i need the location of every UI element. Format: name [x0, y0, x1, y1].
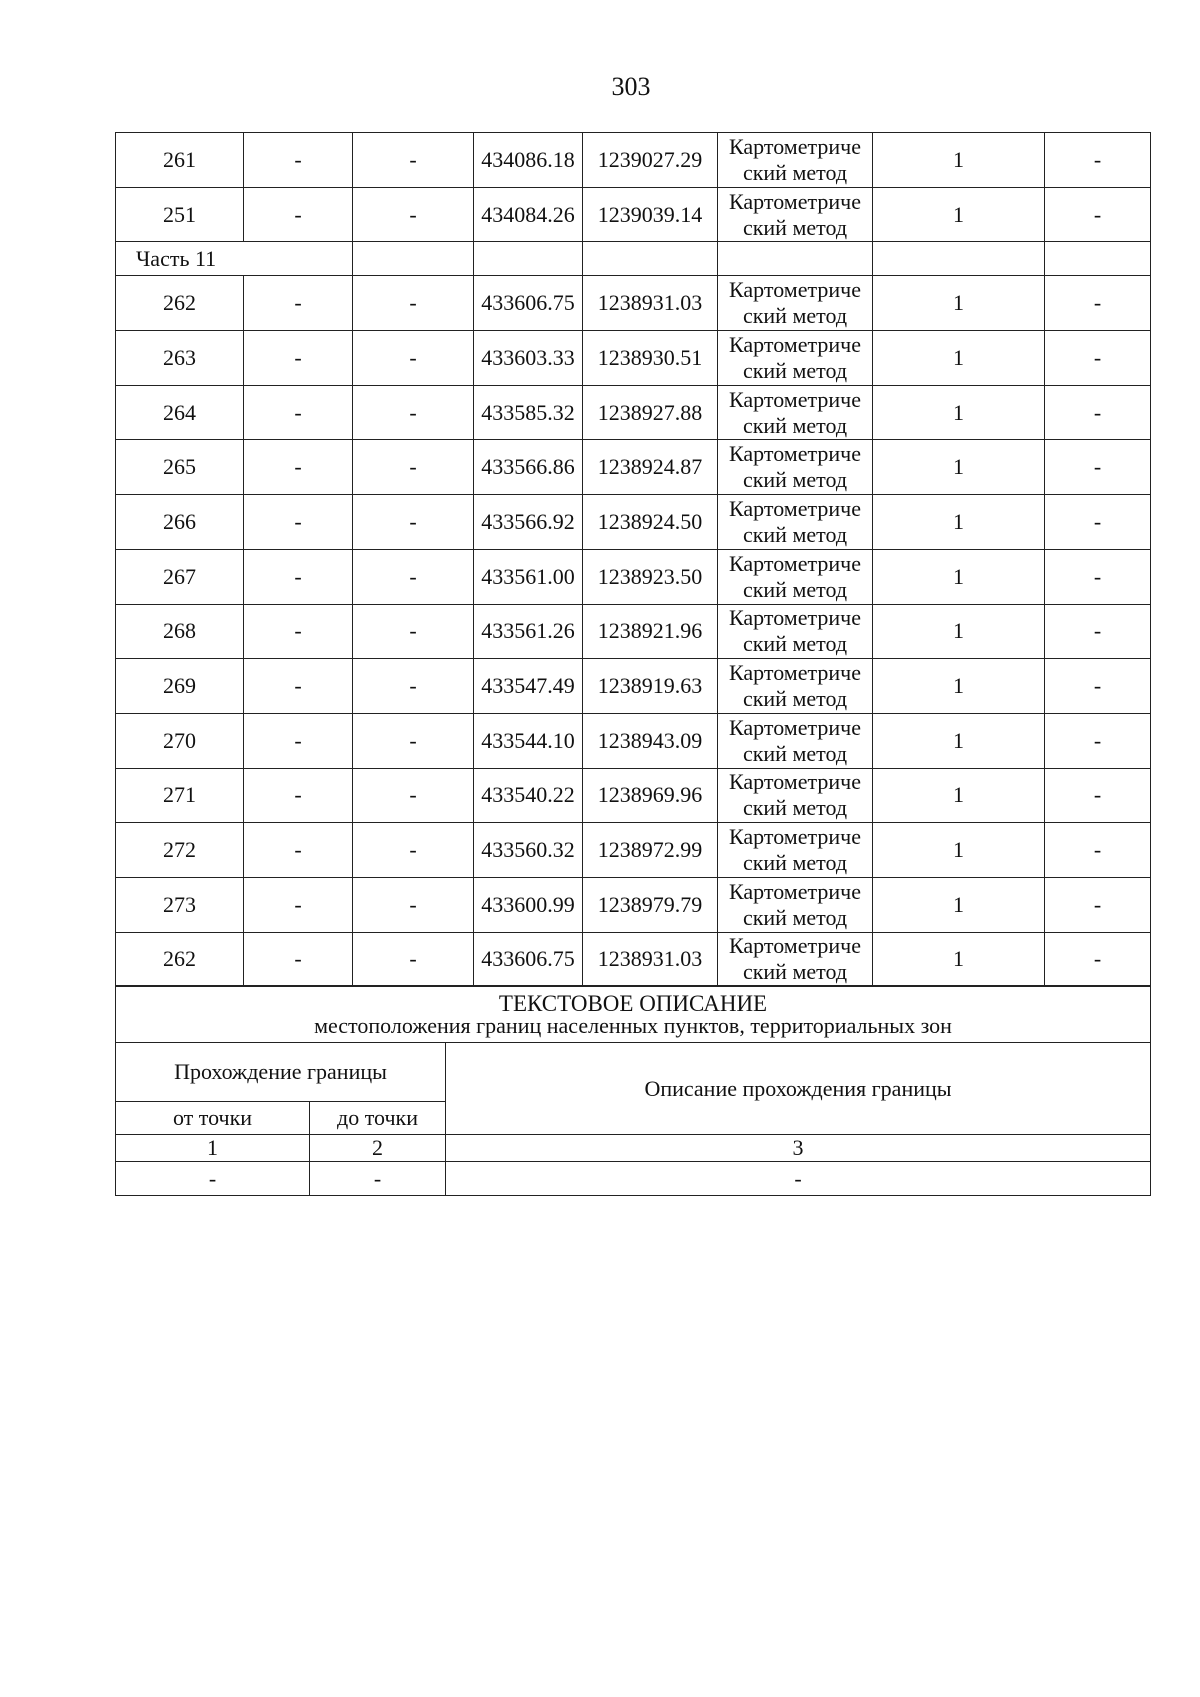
table-row [116, 133, 1151, 188]
table-row [116, 495, 1151, 550]
method-line-1: Картометриче [729, 133, 861, 159]
y-coordinate-cell: 1238927.88 [583, 385, 718, 440]
empty-value-cell: - [353, 768, 474, 823]
empty-value-cell: - [353, 659, 474, 714]
empty-value-cell: - [353, 932, 474, 987]
table-row [116, 604, 1151, 659]
note-cell: - [1045, 187, 1151, 242]
part-row [116, 242, 1151, 276]
point-number-cell: 264 [116, 385, 244, 440]
empty-value-cell: - [353, 549, 474, 604]
method-cell [718, 549, 873, 604]
method-line-2: ский метод [742, 959, 848, 985]
method-line-2: ский метод [742, 521, 848, 547]
method-line-1: Картометриче [729, 660, 861, 686]
method-line-1: Картометриче [729, 188, 861, 214]
note-cell: - [1045, 549, 1151, 604]
method-line-1: Картометриче [729, 714, 861, 740]
y-coordinate-cell: 1238923.50 [583, 549, 718, 604]
method-cell [718, 877, 873, 932]
point-number-cell: 261 [116, 133, 244, 188]
note-cell: - [1045, 768, 1151, 823]
method-line-1: Картометриче [729, 769, 861, 795]
accuracy-cell: 1 [873, 276, 1045, 331]
empty-value-cell: - [353, 331, 474, 386]
empty-cell [583, 242, 718, 276]
empty-value-cell: - [244, 440, 353, 495]
accuracy-cell: 1 [873, 768, 1045, 823]
empty-value-cell: - [353, 823, 474, 878]
point-number-cell: 269 [116, 659, 244, 714]
empty-cell [873, 242, 1045, 276]
empty-value-cell: - [353, 385, 474, 440]
empty-value-cell: - [244, 604, 353, 659]
note-cell: - [1045, 823, 1151, 878]
column-number-1: 1 [116, 1135, 310, 1162]
method-line-1: Картометриче [729, 605, 861, 631]
table-row [116, 276, 1151, 331]
accuracy-cell: 1 [873, 331, 1045, 386]
boundary-description-table [115, 985, 1151, 1196]
table-row [116, 385, 1151, 440]
method-line-1: Картометриче [729, 441, 861, 467]
point-number-cell: 265 [116, 440, 244, 495]
accuracy-cell: 1 [873, 877, 1045, 932]
empty-value-cell: - [244, 713, 353, 768]
accuracy-cell: 1 [873, 713, 1045, 768]
empty-value-cell: - [244, 549, 353, 604]
accuracy-cell: 1 [873, 604, 1045, 659]
description-subtitle: местоположения границ населенных пунктов, территориальных зон [314, 1012, 952, 1038]
point-number-cell: 268 [116, 604, 244, 659]
y-coordinate-cell: 1239027.29 [583, 133, 718, 188]
y-coordinate-cell: 1238931.03 [583, 932, 718, 987]
description-header [116, 986, 1151, 1043]
accuracy-cell: 1 [873, 823, 1045, 878]
note-cell: - [1045, 133, 1151, 188]
method-line-2: ский метод [742, 795, 848, 821]
empty-cell [1045, 242, 1151, 276]
table-row [116, 331, 1151, 386]
point-number-cell: 263 [116, 331, 244, 386]
empty-value-cell: - [244, 187, 353, 242]
x-coordinate-cell: 433566.92 [474, 495, 583, 550]
method-line-2: ский метод [742, 631, 848, 657]
method-cell [718, 495, 873, 550]
accuracy-cell: 1 [873, 187, 1045, 242]
method-cell [718, 331, 873, 386]
note-cell: - [1045, 659, 1151, 714]
note-cell: - [1045, 440, 1151, 495]
x-coordinate-cell: 433600.99 [474, 877, 583, 932]
method-line-2: ский метод [742, 214, 848, 240]
y-coordinate-cell: 1238969.96 [583, 768, 718, 823]
empty-value-cell: - [353, 276, 474, 331]
method-cell [718, 133, 873, 188]
method-cell [718, 385, 873, 440]
x-coordinate-cell: 433585.32 [474, 385, 583, 440]
from-point-header: от точки [116, 1102, 310, 1135]
empty-value-cell: - [244, 659, 353, 714]
accuracy-cell: 1 [873, 932, 1045, 987]
method-line-2: ский метод [742, 850, 848, 876]
y-coordinate-cell: 1238924.50 [583, 495, 718, 550]
method-line-1: Картометриче [729, 878, 861, 904]
y-coordinate-cell: 1238924.87 [583, 440, 718, 495]
method-line-2: ский метод [742, 303, 848, 329]
method-line-1: Картометриче [729, 386, 861, 412]
note-cell: - [1045, 385, 1151, 440]
point-number-cell: 266 [116, 495, 244, 550]
note-cell: - [1045, 495, 1151, 550]
method-cell [718, 932, 873, 987]
y-coordinate-cell: 1238931.03 [583, 276, 718, 331]
method-line-2: ский метод [742, 904, 848, 930]
method-line-2: ский метод [742, 412, 848, 438]
table-row [116, 713, 1151, 768]
point-number-cell: 267 [116, 549, 244, 604]
method-cell [718, 604, 873, 659]
point-number-cell: 251 [116, 187, 244, 242]
x-coordinate-cell: 433540.22 [474, 768, 583, 823]
note-cell: - [1045, 331, 1151, 386]
empty-value-cell: - [353, 133, 474, 188]
point-number-cell: 262 [116, 276, 244, 331]
table-row [116, 768, 1151, 823]
method-cell [718, 768, 873, 823]
method-cell [718, 187, 873, 242]
page-number: 303 [611, 72, 651, 101]
method-line-1: Картометриче [729, 550, 861, 576]
accuracy-cell: 1 [873, 440, 1045, 495]
note-cell: - [1045, 276, 1151, 331]
accuracy-cell: 1 [873, 495, 1045, 550]
to-point-value: - [310, 1162, 446, 1196]
x-coordinate-cell: 433566.86 [474, 440, 583, 495]
empty-cell [718, 242, 873, 276]
empty-value-cell: - [353, 440, 474, 495]
x-coordinate-cell: 434084.26 [474, 187, 583, 242]
y-coordinate-cell: 1238943.09 [583, 713, 718, 768]
note-cell: - [1045, 932, 1151, 987]
accuracy-cell: 1 [873, 659, 1045, 714]
table-row [116, 659, 1151, 714]
method-line-1: Картометриче [729, 277, 861, 303]
x-coordinate-cell: 433544.10 [474, 713, 583, 768]
empty-value-cell: - [244, 768, 353, 823]
method-cell [718, 659, 873, 714]
method-line-1: Картометриче [729, 824, 861, 850]
from-point-value: - [116, 1162, 310, 1196]
description-title: ТЕКСТОВОЕ ОПИСАНИЕ [498, 990, 768, 1016]
empty-value-cell: - [353, 495, 474, 550]
empty-value-cell: - [244, 133, 353, 188]
x-coordinate-cell: 433561.26 [474, 604, 583, 659]
x-coordinate-cell: 433561.00 [474, 549, 583, 604]
empty-value-cell: - [244, 823, 353, 878]
empty-value-cell: - [353, 604, 474, 659]
method-line-2: ский метод [742, 740, 848, 766]
empty-value-cell: - [353, 713, 474, 768]
y-coordinate-cell: 1238919.63 [583, 659, 718, 714]
column-number-2: 2 [310, 1135, 446, 1162]
y-coordinate-cell: 1238930.51 [583, 331, 718, 386]
accuracy-cell: 1 [873, 133, 1045, 188]
method-cell [718, 276, 873, 331]
method-line-2: ский метод [742, 467, 848, 493]
point-number-cell: 271 [116, 768, 244, 823]
method-line-1: Картометриче [729, 495, 861, 521]
y-coordinate-cell: 1238921.96 [583, 604, 718, 659]
empty-value-cell: - [244, 276, 353, 331]
column-number-3: 3 [446, 1135, 1151, 1162]
method-line-2: ский метод [742, 159, 848, 185]
point-number-cell: 270 [116, 713, 244, 768]
note-cell: - [1045, 713, 1151, 768]
empty-value-cell: - [244, 385, 353, 440]
table-row [116, 823, 1151, 878]
empty-value-cell: - [353, 877, 474, 932]
empty-value-cell: - [353, 187, 474, 242]
y-coordinate-cell: 1238979.79 [583, 877, 718, 932]
boundary-passage-header: Прохождение границы [116, 1043, 446, 1102]
table-row [116, 932, 1151, 987]
empty-value-cell: - [244, 495, 353, 550]
accuracy-cell: 1 [873, 385, 1045, 440]
note-cell: - [1045, 877, 1151, 932]
coordinates-table [115, 132, 1151, 987]
empty-value-cell: - [244, 932, 353, 987]
point-number-cell: 273 [116, 877, 244, 932]
x-coordinate-cell: 433606.75 [474, 276, 583, 331]
table-row [116, 877, 1151, 932]
method-cell [718, 440, 873, 495]
method-line-2: ский метод [742, 686, 848, 712]
passage-description-header: Описание прохождения границы [446, 1043, 1151, 1135]
x-coordinate-cell: 433547.49 [474, 659, 583, 714]
part-label: Часть 11 [116, 242, 353, 276]
to-point-header: до точки [310, 1102, 446, 1135]
note-cell: - [1045, 604, 1151, 659]
table-row [116, 187, 1151, 242]
point-number-cell: 262 [116, 932, 244, 987]
table-row [116, 549, 1151, 604]
method-line-2: ский метод [742, 576, 848, 602]
method-cell [718, 713, 873, 768]
empty-cell [353, 242, 474, 276]
empty-value-cell: - [244, 877, 353, 932]
empty-value-cell: - [244, 331, 353, 386]
x-coordinate-cell: 433606.75 [474, 932, 583, 987]
x-coordinate-cell: 433603.33 [474, 331, 583, 386]
method-cell [718, 823, 873, 878]
y-coordinate-cell: 1239039.14 [583, 187, 718, 242]
method-line-1: Картометриче [729, 331, 861, 357]
method-line-1: Картометриче [729, 933, 861, 959]
x-coordinate-cell: 434086.18 [474, 133, 583, 188]
passage-description-value: - [446, 1162, 1151, 1196]
x-coordinate-cell: 433560.32 [474, 823, 583, 878]
accuracy-cell: 1 [873, 549, 1045, 604]
y-coordinate-cell: 1238972.99 [583, 823, 718, 878]
empty-cell [474, 242, 583, 276]
method-line-2: ский метод [742, 357, 848, 383]
point-number-cell: 272 [116, 823, 244, 878]
table-row [116, 440, 1151, 495]
